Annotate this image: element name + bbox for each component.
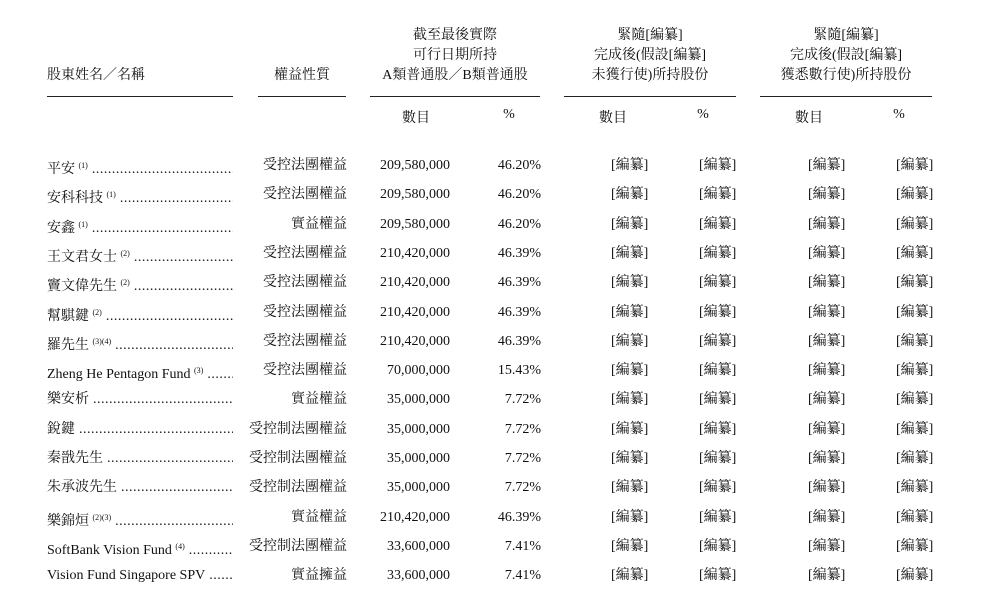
redacted-pct-not-exercised: [編纂]: [699, 363, 737, 379]
header-group-not-exercised-line3: 未獲行使)所持股份: [591, 68, 709, 83]
table-row: [0, 332, 1000, 361]
redacted-count-fully-exercised: [編纂]: [808, 392, 846, 408]
shareholder-name-text: 樂錦烜: [47, 513, 89, 529]
table-row: [0, 390, 1000, 419]
share-count: 210,420,000: [380, 304, 450, 320]
footnote-ref: (1): [78, 161, 88, 170]
redacted-count-fully-exercised: [編纂]: [808, 275, 846, 291]
share-percentage: 46.39%: [497, 275, 541, 291]
interest-nature: 實益權益: [291, 216, 347, 232]
redacted-count-not-exercised: [編纂]: [611, 451, 649, 466]
shareholder-name-text: 羅先生: [47, 337, 89, 353]
redacted-count-not-exercised: [編纂]: [611, 216, 649, 232]
redacted-pct-fully-exercised: [編纂]: [896, 275, 934, 291]
header-group-fully-exercised-line3: 獲悉數行使)所持股份: [780, 68, 912, 83]
redacted-count-not-exercised: [編纂]: [611, 509, 649, 525]
table-row: [0, 185, 1000, 214]
redacted-pct-not-exercised: [編纂]: [699, 392, 737, 408]
redacted-pct-not-exercised: [編纂]: [699, 158, 737, 173]
interest-nature: 受控法團權益: [263, 187, 347, 203]
subheader-pct-3: %: [893, 107, 905, 122]
header-rule-group-fully-exercised: [760, 96, 932, 97]
shareholder-name: [47, 332, 233, 356]
redacted-pct-not-exercised: [編纂]: [699, 509, 737, 525]
share-percentage: 46.39%: [497, 245, 541, 261]
redacted-pct-not-exercised: [編纂]: [699, 538, 737, 554]
header-rule-nature: [258, 96, 346, 97]
shareholder-name: [47, 390, 233, 410]
shareholder-name-text: SoftBank Vision Fund: [47, 542, 172, 558]
redacted-pct-not-exercised: [編纂]: [699, 568, 737, 584]
footnote-ref: (3)(4): [92, 336, 112, 346]
redacted-pct-not-exercised: [編纂]: [699, 333, 737, 349]
footnote-ref: (2): [120, 278, 130, 288]
footnote-ref: (2): [120, 248, 130, 258]
redacted-count-not-exercised: [編纂]: [611, 363, 649, 379]
redacted-count-fully-exercised: [編纂]: [808, 304, 846, 320]
header-rule-name: [47, 96, 233, 97]
shareholder-name-text: 朱承波先生: [47, 480, 117, 496]
subheader-count-2: 數目: [599, 111, 627, 126]
share-percentage: 15.43%: [497, 363, 541, 379]
redacted-pct-not-exercised: [編纂]: [699, 187, 737, 203]
redacted-pct-fully-exercised: [編纂]: [896, 304, 934, 320]
shareholder-name: [47, 273, 233, 297]
header-group-current-line2: 可行日期所持: [413, 48, 497, 63]
redacted-pct-fully-exercised: [編纂]: [896, 568, 934, 584]
share-count: 209,580,000: [380, 158, 450, 173]
interest-nature: 受控法團權益: [263, 158, 347, 173]
table-row: [0, 273, 1000, 302]
table-row: [0, 566, 1000, 595]
interest-nature: 受控法團權益: [263, 245, 347, 261]
header-group-current-line1: 截至最後實際: [413, 28, 497, 43]
share-count: 35,000,000: [387, 392, 450, 408]
table-row: [0, 508, 1000, 537]
header-name: 股東姓名／名稱: [47, 68, 145, 83]
shareholder-name: [47, 449, 233, 469]
header-group-not-exercised: [564, 26, 736, 86]
redacted-pct-fully-exercised: [編纂]: [896, 480, 934, 496]
shareholder-name-text: 秦戩先生: [47, 451, 103, 466]
redacted-pct-not-exercised: [編纂]: [699, 245, 737, 261]
redacted-count-fully-exercised: [編纂]: [808, 538, 846, 554]
redacted-pct-fully-exercised: [編纂]: [896, 538, 934, 554]
redacted-count-fully-exercised: [編纂]: [808, 480, 846, 496]
redacted-count-fully-exercised: [編纂]: [808, 509, 846, 525]
table-row: [0, 156, 1000, 185]
redacted-count-not-exercised: [編纂]: [611, 392, 649, 408]
interest-nature: 受控法團權益: [263, 304, 347, 320]
header-group-not-exercised-line1: 緊隨[編纂]: [617, 28, 683, 43]
shareholder-name-text: 平安: [47, 162, 75, 177]
redacted-count-fully-exercised: [編纂]: [808, 568, 846, 584]
share-percentage: 7.72%: [504, 421, 541, 437]
interest-nature: 受控制法團權益: [249, 451, 347, 466]
table-row: [0, 420, 1000, 449]
share-percentage: 7.72%: [504, 392, 541, 408]
shareholder-name: [47, 244, 233, 268]
share-percentage: 46.20%: [497, 187, 541, 203]
header-group-fully-exercised-line2: 完成後(假設[編纂]: [790, 48, 902, 63]
shareholder-name-text: 竇文偉先生: [47, 279, 117, 295]
share-percentage: 46.39%: [497, 333, 541, 349]
share-percentage: 7.41%: [504, 568, 541, 584]
header-group-fully-exercised: [760, 26, 932, 86]
footnote-ref: (1): [106, 190, 116, 200]
redacted-pct-fully-exercised: [編纂]: [896, 421, 934, 437]
redacted-count-not-exercised: [編纂]: [611, 333, 649, 349]
redacted-count-fully-exercised: [編纂]: [808, 216, 846, 232]
table-row: [0, 478, 1000, 507]
share-percentage: 7.41%: [504, 538, 541, 554]
redacted-pct-fully-exercised: [編纂]: [896, 216, 934, 232]
shareholder-name: [47, 537, 233, 561]
shareholder-name: [47, 303, 233, 327]
redacted-count-not-exercised: [編纂]: [611, 275, 649, 291]
header-rule-group-current: [370, 96, 540, 97]
share-count: 35,000,000: [387, 451, 450, 466]
table-row: [0, 449, 1000, 478]
redacted-count-not-exercised: [編纂]: [611, 538, 649, 554]
interest-nature: 實益權益: [291, 392, 347, 408]
shareholder-name-text: 銳鍵: [47, 421, 75, 437]
redacted-count-fully-exercised: [編纂]: [808, 158, 846, 173]
redacted-count-not-exercised: [編纂]: [611, 480, 649, 496]
shareholder-name-text: 樂安析: [47, 392, 89, 408]
share-count: 210,420,000: [380, 333, 450, 349]
redacted-pct-fully-exercised: [編纂]: [896, 333, 934, 349]
share-count: 33,600,000: [387, 538, 450, 554]
redacted-pct-not-exercised: [編纂]: [699, 480, 737, 496]
footnote-ref: (4): [175, 541, 185, 551]
share-count: 33,600,000: [387, 568, 450, 584]
interest-nature: 受控法團權益: [263, 333, 347, 349]
shareholder-name: [47, 156, 233, 180]
header-rule-group-not-exercised: [564, 96, 736, 97]
shareholder-name: [47, 420, 233, 440]
redacted-count-fully-exercised: [編纂]: [808, 451, 846, 466]
shareholder-name-text: 安鑫: [47, 220, 75, 236]
share-percentage: 46.20%: [497, 158, 541, 173]
redacted-pct-fully-exercised: [編纂]: [896, 158, 934, 173]
redacted-count-not-exercised: [編纂]: [611, 158, 649, 173]
table-row: [0, 361, 1000, 390]
shareholder-name: [47, 185, 233, 209]
redacted-pct-fully-exercised: [編纂]: [896, 363, 934, 379]
share-count: 210,420,000: [380, 275, 450, 291]
redacted-pct-fully-exercised: [編纂]: [896, 451, 934, 466]
table-row: [0, 537, 1000, 566]
share-count: 35,000,000: [387, 480, 450, 496]
redacted-pct-not-exercised: [編纂]: [699, 451, 737, 466]
share-count: 209,580,000: [380, 187, 450, 203]
interest-nature: 實益擁益: [291, 568, 347, 584]
redacted-pct-not-exercised: [編纂]: [699, 421, 737, 437]
redacted-pct-fully-exercised: [編纂]: [896, 392, 934, 408]
shareholder-name-text: Zheng He Pentagon Fund: [47, 367, 191, 383]
share-percentage: 46.39%: [497, 509, 541, 525]
redacted-pct-not-exercised: [編纂]: [699, 216, 737, 232]
shareholder-name: [47, 478, 233, 498]
redacted-count-not-exercised: [編纂]: [611, 187, 649, 203]
redacted-count-fully-exercised: [編纂]: [808, 187, 846, 203]
redacted-pct-fully-exercised: [編纂]: [896, 187, 934, 203]
shareholder-name: [47, 215, 233, 239]
header-group-current: [370, 26, 540, 86]
redacted-pct-not-exercised: [編纂]: [699, 304, 737, 320]
footnote-ref: (1): [78, 219, 88, 229]
header-group-fully-exercised-line1: 緊隨[編纂]: [813, 28, 879, 43]
shareholder-name-text: 王文君女士: [47, 249, 117, 265]
table-row: [0, 303, 1000, 332]
subheader-count-1: 數目: [402, 111, 430, 126]
redacted-count-fully-exercised: [編纂]: [808, 333, 846, 349]
footnote-ref: (2)(3): [92, 512, 112, 522]
table-row: [0, 244, 1000, 273]
interest-nature: 受控制法團權益: [249, 421, 347, 437]
interest-nature: 受控制法團權益: [249, 538, 347, 554]
subheader-pct-1: %: [503, 107, 515, 122]
redacted-count-fully-exercised: [編纂]: [808, 245, 846, 261]
shareholder-name: [47, 508, 233, 532]
share-count: 210,420,000: [380, 509, 450, 525]
header-group-current-line3: A類普通股／B類普通股: [382, 68, 528, 83]
share-percentage: 7.72%: [504, 480, 541, 496]
redacted-count-fully-exercised: [編纂]: [808, 421, 846, 437]
header-group-not-exercised-line2: 完成後(假設[編纂]: [594, 48, 706, 63]
shareholder-name: [47, 566, 233, 586]
redacted-pct-fully-exercised: [編纂]: [896, 245, 934, 261]
footnote-ref: (3): [193, 366, 204, 376]
shareholder-name: [47, 361, 233, 385]
interest-nature: 受控制法團權益: [249, 480, 347, 496]
share-count: 35,000,000: [387, 421, 450, 437]
shareholder-name-text: Vision Fund Singapore SPV: [47, 568, 206, 584]
share-percentage: 7.72%: [504, 451, 541, 466]
subheader-pct-2: %: [697, 107, 709, 122]
redacted-count-not-exercised: [編纂]: [611, 421, 649, 437]
share-percentage: 46.39%: [497, 304, 541, 320]
interest-nature: 受控法團權益: [263, 363, 347, 379]
footnote-ref: (2): [92, 307, 102, 317]
interest-nature: 受控法團權益: [263, 275, 347, 291]
interest-nature: 實益權益: [291, 509, 347, 525]
share-count: 70,000,000: [387, 363, 450, 379]
subheader-count-3: 數目: [795, 111, 823, 126]
header-nature: 權益性質: [274, 68, 330, 83]
share-percentage: 46.20%: [497, 216, 541, 232]
redacted-count-not-exercised: [編纂]: [611, 245, 649, 261]
redacted-pct-fully-exercised: [編纂]: [896, 509, 934, 525]
share-count: 209,580,000: [380, 216, 450, 232]
redacted-pct-not-exercised: [編纂]: [699, 275, 737, 291]
redacted-count-not-exercised: [編纂]: [611, 304, 649, 320]
share-count: 210,420,000: [380, 245, 450, 261]
redacted-count-not-exercised: [編纂]: [611, 568, 649, 584]
table-row: [0, 215, 1000, 244]
shareholder-name-text: 安科科技: [47, 191, 103, 207]
redacted-count-fully-exercised: [編纂]: [808, 363, 846, 379]
shareholder-name-text: 幫騏鍵: [47, 308, 89, 324]
